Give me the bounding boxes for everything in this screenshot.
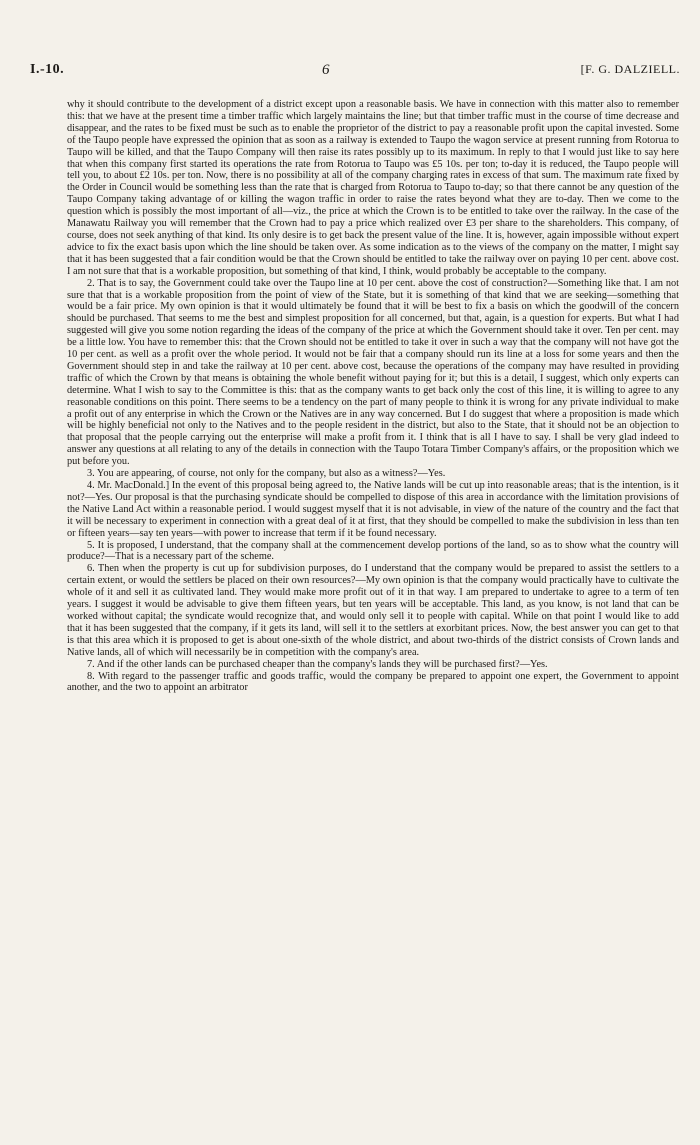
paragraph: 2. That is to say, the Government could take over the Taupo line at 10 per cent. above the cost of construction?—Something like that. I am not sure that that is a workable proposition from the point of view of the State, but it is something of that kind that we are seeking—something that would be a fair price. My own opinion is that it would ultimately be found that it will be best to fix a basis on which the goodwill of the concern should be purchased. That seems to me the best and simplest proposition for all concerned, but that, again, is a question for experts. But what I had suggested will give you some notion regarding the ideas of the company of the price at which the Government should take it over. Ten per cent. may be a little low. You have to remember this: that the Crown should not be entitled to take it over in such a way that the company will not have got the 10 per cent. as well as a profit over the whole period. It would not be fair that a company should run its line at a loss for some years and then the Government should step in and take the railway at 10 per cent. above cost, because the operations of the company may have resulted in providing traffic of which the Crown by that means is obtaining the whole benefit without paying for it; but this is a detail, I suggest, which only experts can determine. What I wish to say to the Committee is this: that as the company wants to get back only the cost of this line, it is willing to agree to any reasonable conditions on this point. There seems to be a tendency on the part of many people to think it is wrong for any private individual to make a profit out of any enterprise in which the Crown or the Natives are in any way concerned. But I do suggest that where a proposition is made which will be highly beneficial not only to the Natives and to the people resident in the district, but also to the State, that it should not be an objection to that proposal that the people carrying out the enterprise will make a profit from it. I think that is all I have to say. I shall be very glad indeed to answer any questions at all relating to any of the details in connection with the Taupo Totara Timber Company's affairs, or the proposition which we put before you. — [67, 277, 679, 468]
body-text — [67, 99, 679, 694]
paragraph: 7. And if the other lands can be purchased cheaper than the company's lands they will be purchased first?—Yes. — [87, 658, 548, 670]
paragraph: why it should contribute to the development of a district except upon a reasonable basis. We have in connection with this matter also to remember this: that we have at the present time a timber traffic which largely maintains the line; but that timber traffic must in the course of time decrease and disappear, and the rates to be fixed must be such as to enable the proprietor of the district to pay a reasonable profit upon the capital invested. Some of the Taupo people have expressed the opinion that as soon as a railway is extended to Taupo the wagon service at present running from Rotorua to Taupo will be killed, and that the Taupo Company will then raise its rates possibly up to its maximum. In reply to that I would just like to say here that when this company first started its operations the rate from Rotorua to Taupo was £5 10s. per ton; to-day it is reduced, the Taupo people will tell you, to about £2 10s. per ton. Now, there is no possibility at all of the company charging rates in excess of that sum. The maximum rate fixed by the Order in Council would be something less than the rate that is charged from Rotorua to Taupo to-day; so that there cannot be any question of the Taupo Company taking advantage of or killing the wagon traffic in order to raise the rates beyond what they are to-day. Then we come to the question which is possibly the most important of all—viz., the price at which the Crown is to be entitled to take over the railway. In the case of the Manawatu Railway you will remember that the Crown had to pay a price which realized over £3 per share to the shareholders. This company, of course, does not seek anything of that kind. Its only desire is to get back the present value of the line. It is, however, again impossible without expert advice to fix the exact basis upon which the line should be taken over. As some indication as to the views of the company on the matter, I might say that it has been suggested that a fair condition would be that the Crown should be entitled to take the railway over on paying 10 per cent. above cost. I am not sure that that is a workable proposition, but something of that kind, I think, would probably be acceptable to the company. — [67, 99, 679, 277]
page-header — [30, 62, 680, 86]
paragraph: 4. Mr. MacDonald.] In the event of this proposal being agreed to, the Native lands will be cut up into reasonable areas; that is the intention, is it not?—Yes. Our proposal is that the purchasing syndicate should be compelled to dispose of this area in accordance with the limitation provisions of the Native Land Act within a reasonable period. I would suggest myself that it is not advisable, in view of the nature of the country and the fact that it will be necessary to experiment in connection with a great deal of it at first, that they should be compelled to make the subdivision in less than ten or fifteen years—say ten years—with power to increase that term if it be found necessary. — [67, 480, 679, 539]
paragraph: 5. It is proposed, I understand, that the company shall at the commencement develop portions of the land, so as to show what the country will produce?—That is a necessary part of the scheme. — [67, 539, 679, 563]
paragraph: 8. With regard to the passenger traffic and goods traffic, would the company be prepared to appoint one expert, the Government to appoint another, and the two to appoint an arbitrator — [67, 670, 679, 694]
parliamentary-paper-code: I.-10. — [30, 62, 65, 77]
witness-name: [F. G. DALZIELL. — [580, 62, 680, 76]
paragraph: 6. Then when the property is cut up for subdivision purposes, do I understand that the company would be prepared to assist the settlers to a certain extent, or would the settlers be placed on their own resources?—My own opinion is that the company would practically have to cultivate the whole of it and sell it as cultivated land. They would make more profit out of it in that way. I am prepared to undertake to agree to a term of ten years. I suggest it would be advisable to give them fifteen years, but ten years will be acceptable. This land, as you know, is not land that can be worked without capital; the syndicate would recognize that, and would only sell it to people with capital. While on that point I would like to add that it has been suggested that the company, if it gets its land, will sell it to the settlers at exorbitant prices. Now, the best answer you can get to that is that this area which it is proposed to get is about one-sixth of the whole district, and about two-thirds of the district consists of Crown lands and Native lands, all of which will necessarily be in competition with the company's area. — [67, 563, 679, 658]
paragraph: 3. You are appearing, of course, not only for the company, but also as a witness?—Yes. — [87, 468, 446, 480]
page-number: 6 — [322, 62, 330, 78]
